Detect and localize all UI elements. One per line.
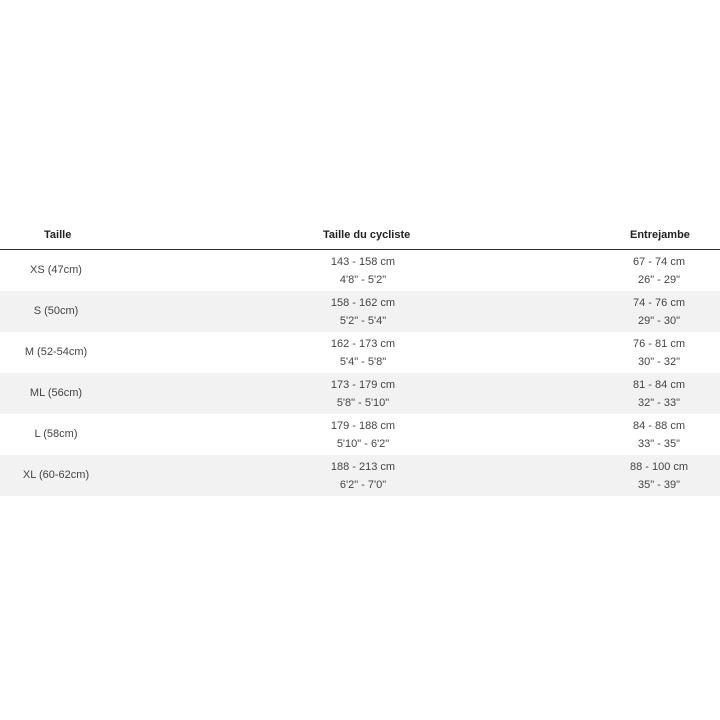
inseam-cell [599,253,719,289]
rider-height-cell [303,253,423,289]
inseam-cm: 81 - 84 cm [633,379,685,391]
inseam-in: 30" - 32" [637,356,681,368]
rider-height-cell [303,376,423,412]
inseam-cell [599,417,719,453]
rider-height-cell [303,417,423,453]
header-rider-height: Taille du cycliste [323,229,411,241]
table-row [0,250,720,291]
inseam-cm: 74 - 76 cm [633,297,685,309]
rider-height-cm: 158 - 162 cm [330,297,396,309]
rider-height-ft: 4'8" - 5'2" [339,274,387,286]
inseam-in: 33" - 35" [637,438,681,450]
size-cell: M (52-54cm) [24,346,88,358]
header-inseam: Entrejambe [630,229,690,241]
rider-height-cell [303,335,423,371]
inseam-cell [599,458,719,494]
table-row [0,414,720,455]
size-cell: L (58cm) [34,428,78,440]
header-size: Taille [44,229,72,241]
rider-height-cm: 173 - 179 cm [330,379,396,391]
table-row [0,373,720,414]
size-cell: S (50cm) [33,305,79,317]
inseam-in: 35" - 39" [637,479,681,491]
rider-height-cell [303,294,423,330]
rider-height-ft: 6'2" - 7'0" [339,479,387,491]
inseam-cm: 84 - 88 cm [633,420,685,432]
rider-height-ft: 5'8" - 5'10" [336,397,390,409]
size-cell: XL (60-62cm) [22,469,90,481]
inseam-cm: 88 - 100 cm [629,461,689,473]
inseam-in: 32" - 33" [637,397,681,409]
table-header [0,219,720,250]
inseam-cell [599,376,719,412]
rider-height-ft: 5'10" - 6'2" [336,438,390,450]
inseam-in: 29" - 30" [637,315,681,327]
table-row [0,291,720,332]
inseam-cell [599,294,719,330]
table-row [0,332,720,373]
rider-height-ft: 5'4" - 5'8" [339,356,387,368]
size-cell: XS (47cm) [30,264,82,276]
size-chart-table [0,219,720,496]
inseam-cm: 76 - 81 cm [633,338,685,350]
rider-height-cm: 179 - 188 cm [330,420,396,432]
rider-height-cm: 143 - 158 cm [330,256,396,268]
table-row [0,455,720,496]
rider-height-cm: 162 - 173 cm [330,338,396,350]
inseam-cell [599,335,719,371]
inseam-in: 26" - 29" [637,274,681,286]
rider-height-cell [303,458,423,494]
size-cell: ML (56cm) [29,387,83,399]
rider-height-ft: 5'2" - 5'4" [339,315,387,327]
inseam-cm: 67 - 74 cm [633,256,685,268]
rider-height-cm: 188 - 213 cm [330,461,396,473]
